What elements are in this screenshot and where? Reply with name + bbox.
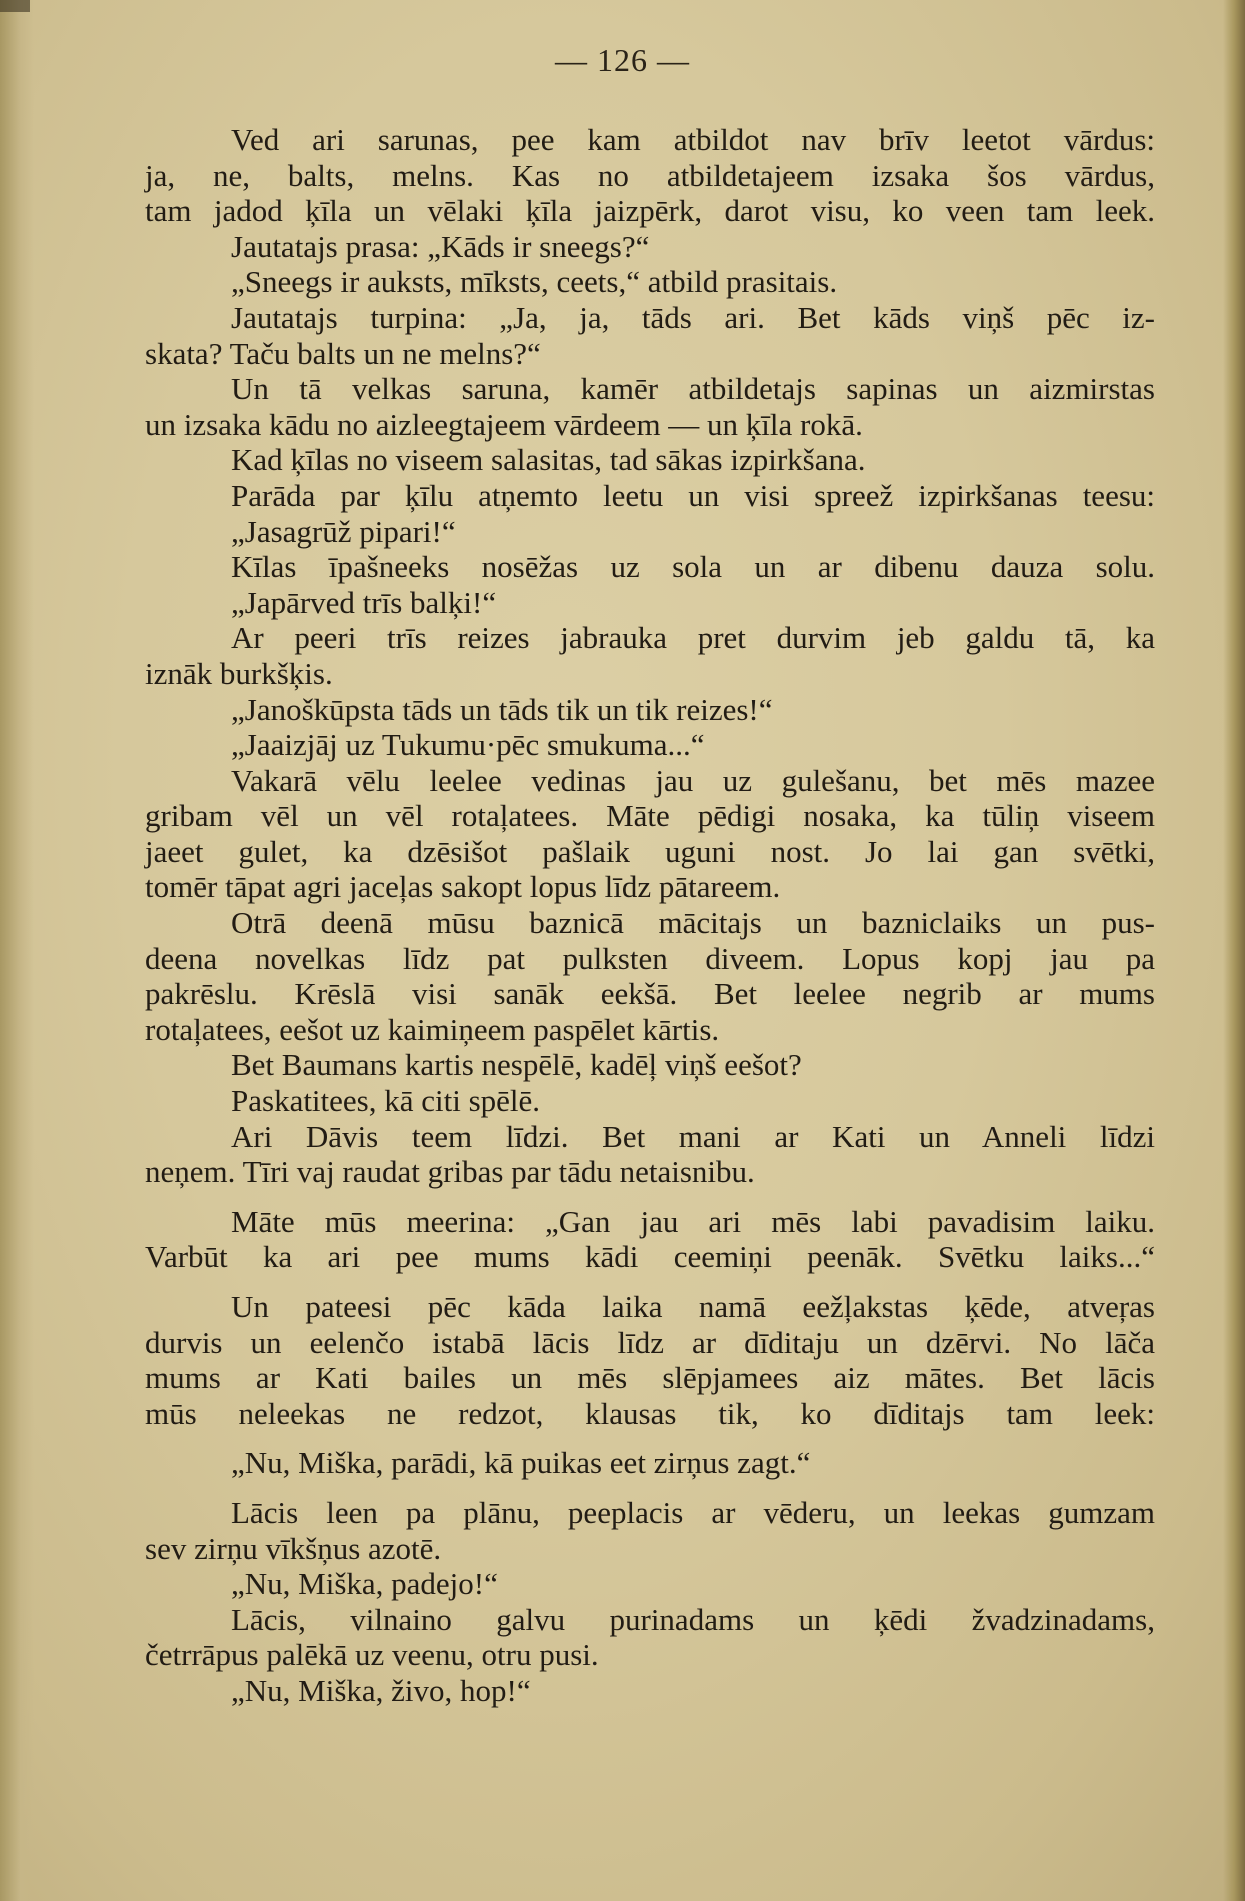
text-line: „Nu, Miška, živo, hop!“	[231, 1672, 531, 1708]
text-line: sev zirņu vīkšņus azotē.	[145, 1530, 442, 1566]
text-line: Paskatitees, kā citi spēlē.	[231, 1083, 541, 1119]
text-line: rotaļatees, eešot uz kaimiņeem paspēlet kārtis.	[145, 1011, 720, 1047]
body-text	[145, 122, 1155, 1709]
text-line: Jautatajs turpina: „Ja, ja, tāds ari. Bet kāds viņš pēc iz-	[231, 299, 1155, 335]
text-line: Lācis, vilnaino galvu purinadams un ķēdi žvadzinadams,	[231, 1601, 1155, 1637]
page-number: — 126 —	[555, 42, 690, 78]
text-line: „Jaaizjāj uz Tukumu·pēc smukuma...“	[231, 727, 705, 763]
text-line: Ar peeri trīs reizes jabrauka pret durvim jeb galdu tā, ka	[231, 620, 1155, 656]
text-line: „Nu, Miška, padejo!“	[231, 1566, 498, 1602]
text-line: neņem. Tīri vaj raudat gribas par tādu netaisnibu.	[145, 1154, 755, 1190]
text-line: mūs neleekas ne redzot, klausas tik, ko dīditajs tam leek:	[145, 1395, 1155, 1431]
text-line: „Nu, Miška, parādi, kā puikas eet zirņus zagt.“	[231, 1445, 811, 1481]
text-line: tam jadod ķīla un vēlaki ķīla jaizpērk, darot visu, ko veen tam leek.	[145, 193, 1155, 229]
text-line: ja, ne, balts, melns. Kas no atbildetajeem izsaka šos vārdus,	[145, 157, 1155, 193]
text-line: „Japārved trīs balķi!“	[231, 584, 497, 620]
text-line: Varbūt ka ari pee mums kādi ceemiņi peenāk. Svētku laiks...“	[145, 1239, 1155, 1275]
text-line: tomēr tāpat agri jaceļas sakopt lopus līdz pātareem.	[145, 869, 781, 905]
text-line: durvis un eelenčo istabā lācis līdz ar dīditaju un dzērvi. No lāča	[145, 1324, 1155, 1360]
text-line: Bet Baumans kartis nespēlē, kadēļ viņš eešot?	[231, 1047, 802, 1083]
text-line: četrrāpus palēkā uz veenu, otru pusi.	[145, 1637, 599, 1673]
text-line: Un pateesi pēc kāda laika namā eežļakstas ķēde, atveŗas	[231, 1289, 1155, 1324]
text-line: Kīlas īpašneeks nosēžas uz sola un ar dibenu dauza solu.	[231, 549, 1155, 585]
text-line: Parāda par ķīlu atņemto leetu un visi spreež izpirkšanas teesu:	[231, 477, 1155, 513]
page-edge-left	[0, 0, 34, 1901]
text-line: Kad ķīlas no viseem salasitas, tad sākas izpirkšana.	[231, 442, 866, 478]
text-line: Jautatajs prasa: „Kāds ir sneegs?“	[231, 228, 650, 264]
page-edge-right	[1223, 0, 1245, 1901]
text-line: jaeet gulet, ka dzēsišot pašlaik uguni nost. Jo lai gan svētki,	[145, 833, 1155, 869]
text-line: „Sneegs ir auksts, mīksts, ceets,“ atbild prasitais.	[231, 264, 838, 300]
text-line: Māte mūs meerina: „Gan jau ari mēs labi pavadisim laiku.	[231, 1203, 1155, 1239]
text-line: „Jasagrūž pipari!“	[231, 513, 456, 549]
text-line: Vakarā vēlu leelee vedinas jau uz gulešanu, bet mēs mazee	[231, 762, 1155, 798]
corner-mark	[0, 0, 30, 12]
text-line: Ved ari sarunas, pee kam atbildot nav brīv leetot vārdus:	[231, 122, 1155, 157]
text-line: „Janoškūpsta tāds un tāds tik un tik reizes!“	[231, 691, 773, 727]
text-line: Lācis leen pa plānu, peeplacis ar vēderu, un leekas gumzam	[231, 1494, 1155, 1530]
text-line: pakrēslu. Krēslā visi sanāk eekšā. Bet leelee negrib ar mums	[145, 976, 1155, 1012]
text-line: Otrā deenā mūsu baznicā mācitajs un bazniclaiks un pus-	[231, 905, 1155, 941]
text-line: mums ar Kati bailes un mēs slēpjamees aiz mātes. Bet lācis	[145, 1360, 1155, 1396]
text-line: iznāk burkšķis.	[145, 655, 333, 691]
text-line: deena novelkas līdz pat pulksten diveem. Lopus kopj jau pa	[145, 940, 1155, 976]
text-line: gribam vēl un vēl rotaļatees. Māte pēdigi nosaka, ka tūliņ viseem	[145, 798, 1155, 834]
text-line: skata? Taču balts un ne melns?“	[145, 335, 541, 371]
text-line: un izsaka kādu no aizleegtajeem vārdeem — un ķīla rokā.	[145, 406, 863, 442]
text-line: Ari Dāvis teem līdzi. Bet mani ar Kati un Anneli līdzi	[231, 1118, 1155, 1154]
text-line: Un tā velkas saruna, kamēr atbildetajs sapinas un aizmirstas	[231, 371, 1155, 407]
